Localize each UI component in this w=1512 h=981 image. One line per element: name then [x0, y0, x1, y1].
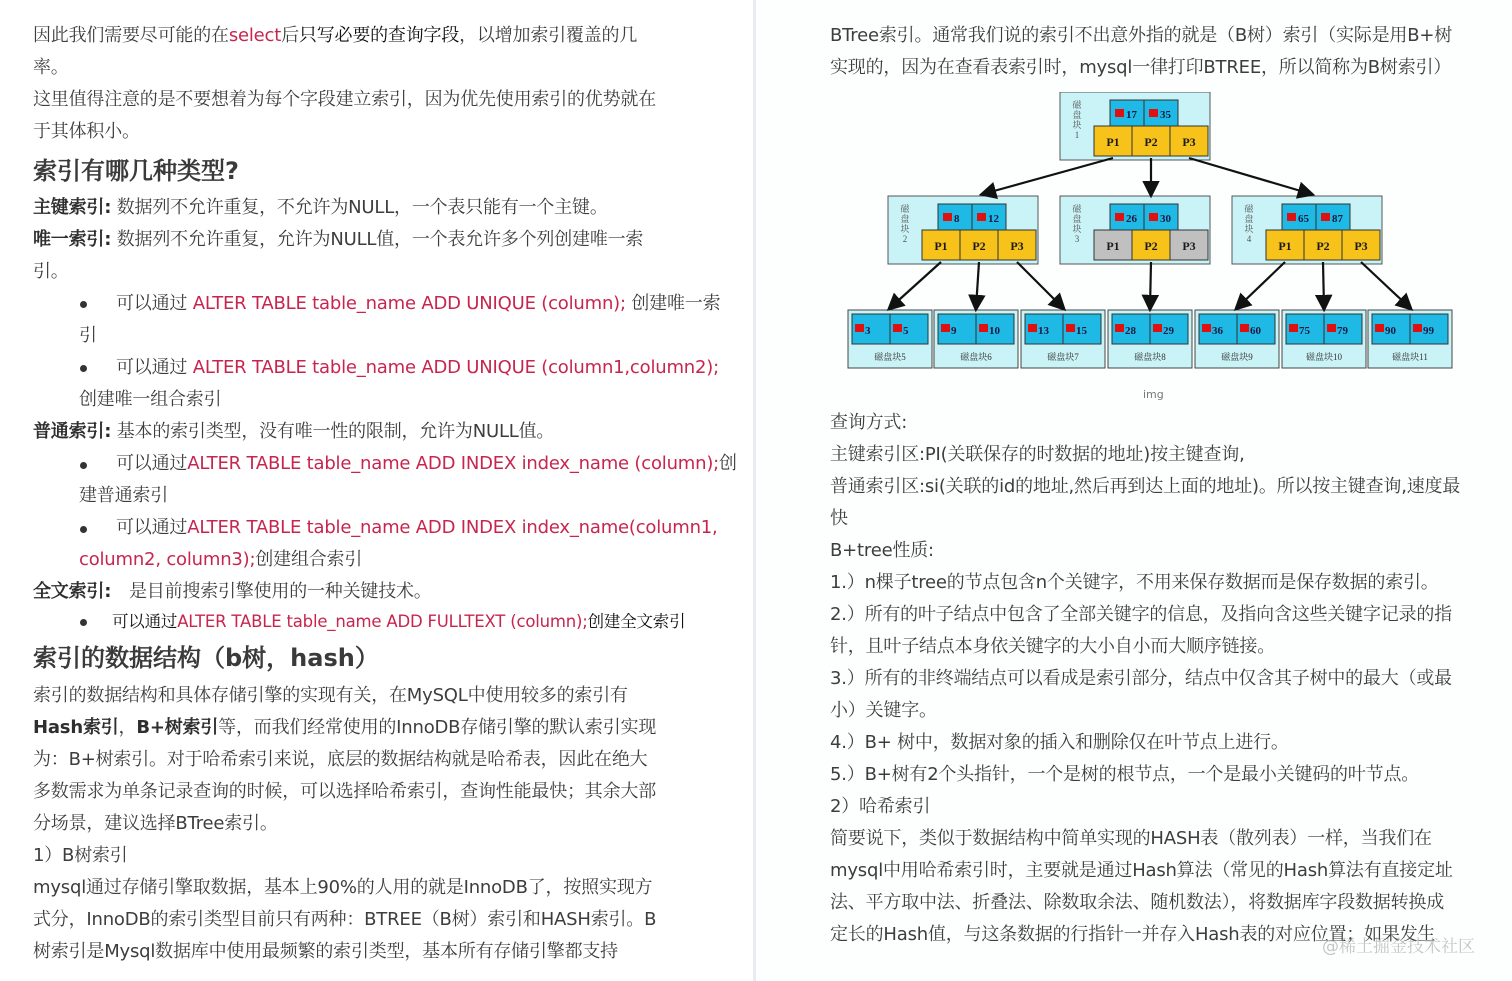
- bplus-title: B+tree性质:: [830, 540, 934, 561]
- svg-text:65: 65: [1298, 213, 1309, 225]
- svg-text:P2: P2: [1144, 135, 1158, 149]
- inline-code-select: select: [228, 25, 282, 46]
- paragraph-note-line2: 于其体积小。: [33, 121, 140, 142]
- watermark: @稀土掘金技术社区: [1322, 937, 1475, 957]
- text: 创: [719, 453, 737, 474]
- svg-text:12: 12: [988, 213, 999, 225]
- struct-para-line4: 多数需求为单条记录查询的时候，可以选择哈希索引，查询性能最快；其余大部: [33, 781, 656, 802]
- svg-text:P1: P1: [1278, 239, 1292, 253]
- fulltext-index-line: [33, 581, 432, 603]
- text: ，以增加索引覆盖的几: [459, 25, 638, 46]
- svg-text:磁: 磁: [1244, 204, 1254, 214]
- svg-text:28: 28: [1125, 325, 1136, 337]
- svg-text:17: 17: [1126, 109, 1137, 121]
- inline-code: column2, column3);: [79, 549, 256, 570]
- svg-text:磁盘块10: 磁盘块10: [1305, 352, 1343, 362]
- btree-diagram: [845, 92, 1455, 372]
- page-divider: [753, 0, 756, 981]
- bullet-icon: [80, 365, 87, 372]
- unique-index-line: [33, 229, 643, 251]
- normal-bullet-1: [116, 453, 737, 475]
- primary-index-line: [33, 197, 608, 219]
- svg-text:磁: 磁: [900, 204, 910, 214]
- svg-text:磁盘块9: 磁盘块9: [1221, 352, 1253, 362]
- normal-bullet-2: [116, 517, 718, 539]
- svg-text:P3: P3: [1182, 239, 1196, 253]
- svg-text:1: 1: [1074, 130, 1080, 140]
- text: 可以通过: [116, 357, 193, 378]
- svg-text:8: 8: [954, 213, 960, 225]
- text: 后: [281, 25, 299, 46]
- text: 可以通过: [116, 517, 188, 538]
- text: 可以通过: [116, 453, 188, 474]
- hash-para-line2: mysql中用哈希索引时，主要就是通过Hash算法（常见的Hash算法有直接定址: [830, 860, 1453, 881]
- text: ，: [118, 717, 137, 738]
- text: 创建唯一索: [625, 293, 721, 314]
- svg-text:磁盘块11: 磁盘块11: [1392, 352, 1428, 362]
- text: 可以通过: [112, 612, 178, 631]
- svg-text:盘: 盘: [1244, 214, 1254, 224]
- svg-text:3: 3: [865, 325, 871, 337]
- primary-index-label: 主键索引:: [33, 197, 112, 218]
- svg-text:99: 99: [1423, 325, 1434, 337]
- svg-text:磁盘块8: 磁盘块8: [1134, 352, 1166, 362]
- text: 是目前搜索引擎使用的一种关键技术。: [111, 581, 432, 602]
- text: 数据列不允许重复，允许为NULL值，一个表允许多个列创建唯一索: [111, 229, 644, 250]
- svg-text:盘: 盘: [1072, 214, 1082, 224]
- unique-bullet-2: [116, 357, 719, 379]
- intro-line1: BTree索引。通常我们说的索引不出意外指的就是（B树）索引（实际是用B+树: [830, 25, 1453, 46]
- btree-para-line3: 树索引是Mysql数据库中使用最频繁的索引类型，基本所有存储引擎都支持: [33, 941, 618, 962]
- inline-code: ALTER TABLE table_name ADD FULLTEXT (column);: [177, 612, 588, 631]
- btree-para-line2: 式分，InnoDB的索引类型目前只有两种：BTREE（B树）索引和HASH索引。B: [33, 909, 657, 930]
- svg-text:9: 9: [951, 325, 957, 337]
- svg-text:90: 90: [1385, 325, 1396, 337]
- unique-index-label: 唯一索引:: [33, 229, 112, 250]
- svg-text:块: 块: [1072, 120, 1082, 130]
- hash-para-line4: 定长的Hash值，与这条数据的行指针一并存入Hash表的对应位置；如果发生: [830, 924, 1436, 945]
- hash-heading: 2）哈希索引: [830, 796, 931, 817]
- bullet-icon: [80, 462, 87, 469]
- bplus-prop-5: 5.）B+树有2个头指针，一个是树的根节点，一个是最小关键码的叶节点。: [830, 764, 1420, 785]
- query-title: 查询方式:: [830, 412, 908, 433]
- svg-text:60: 60: [1250, 325, 1261, 337]
- svg-text:30: 30: [1160, 213, 1171, 225]
- image-caption: img: [1143, 388, 1164, 401]
- svg-text:4: 4: [1246, 234, 1252, 244]
- bplus-prop-2-line2: 针，且叶子结点本身依关键字的大小自小而大顺序链接。: [830, 636, 1275, 657]
- svg-text:P1: P1: [934, 239, 948, 253]
- btree-para-line1: mysql通过存储引擎取数据，基本上90%的人用的就是InnoDB了，按照实现方: [33, 877, 653, 898]
- inline-code: ALTER TABLE table_name ADD UNIQUE (column);: [192, 293, 626, 314]
- normal-index-label: 普通索引:: [33, 421, 112, 442]
- struct-para-line5: 分场景，建议选择BTree索引。: [33, 813, 278, 834]
- normal-bullet-1-wrap: 建普通索引: [79, 485, 168, 506]
- heading-index-types: 索引有哪几种类型?: [33, 157, 239, 185]
- inline-code: ALTER TABLE table_name ADD UNIQUE (column1,column2);: [192, 357, 719, 378]
- normal-bullet-2-wrap: [79, 549, 362, 571]
- fulltext-bullet-1: [112, 611, 685, 633]
- svg-text:35: 35: [1160, 109, 1171, 121]
- svg-text:P1: P1: [1106, 239, 1120, 253]
- heading-data-structure: 索引的数据结构（b树，hash）: [33, 644, 379, 672]
- paragraph-note-line1: 这里值得注意的是不要想着为每个字段建立索引，因为优先使用索引的优势就在: [33, 89, 656, 110]
- svg-text:10: 10: [989, 325, 1000, 337]
- svg-text:磁: 磁: [1072, 204, 1082, 214]
- svg-text:3: 3: [1074, 234, 1080, 244]
- text: 基本的索引类型，没有唯一性的限制，允许为NULL值。: [111, 421, 555, 442]
- struct-para-line3: 为：B+树索引。对于哈希索引来说，底层的数据结构就是哈希表，因此在绝大: [33, 749, 648, 770]
- text: 创建组合索引: [255, 549, 363, 570]
- unique-bullet-1-wrap: 引: [79, 325, 97, 346]
- svg-text:13: 13: [1038, 325, 1049, 337]
- bplus-prop-4: 4.）B+ 树中，数据对象的插入和删除仅在叶节点上进行。: [830, 732, 1289, 753]
- text: 可以通过: [116, 293, 193, 314]
- btree-heading: 1）B树索引: [33, 845, 128, 866]
- svg-text:P3: P3: [1354, 239, 1368, 253]
- svg-text:P3: P3: [1182, 135, 1196, 149]
- emphasis-text: 只写必要的查询字段: [298, 25, 460, 46]
- bullet-icon: [80, 301, 87, 308]
- hash-para-line1: 简要说下，类似于数据结构中简单实现的HASH表（散列表）一样，当我们在: [830, 828, 1432, 849]
- btree-diagram-svg: [845, 92, 1455, 372]
- bplus-prop-2-line1: 2.）所有的叶子结点中包含了全部关键字的信息，及指向含这些关键字记录的指: [830, 604, 1452, 625]
- unique-bullet-2-wrap: 创建唯一组合索引: [79, 389, 222, 410]
- unique-bullet-1: [116, 293, 720, 315]
- svg-text:29: 29: [1163, 325, 1174, 337]
- svg-text:36: 36: [1212, 325, 1223, 337]
- bplus-prop-1: 1.）n棵子tree的节点包含n个关键字，不用来保存数据而是保存数据的索引。: [830, 572, 1439, 593]
- svg-text:磁盘块5: 磁盘块5: [874, 352, 906, 362]
- svg-text:2: 2: [902, 234, 908, 244]
- svg-text:P2: P2: [972, 239, 986, 253]
- bplus-prop-3-line2: 小）关键字。: [830, 700, 937, 721]
- intro-line2: 实现的，因为在查看表索引时，mysql一律打印BTREE，所以简称为B树索引）: [830, 57, 1452, 78]
- inline-code: ALTER TABLE table_name ADD INDEX index_name(column1,: [187, 517, 718, 538]
- bold-term: B+树索引: [136, 717, 219, 738]
- bplus-prop-3-line1: 3.）所有的非终端结点可以看成是索引部分，结点中仅含其子树中的最大（或最: [830, 668, 1452, 689]
- svg-text:P2: P2: [1144, 239, 1158, 253]
- bullet-icon: [80, 526, 87, 533]
- svg-text:26: 26: [1126, 213, 1137, 225]
- svg-text:磁: 磁: [1072, 100, 1082, 110]
- svg-text:磁盘块7: 磁盘块7: [1047, 352, 1079, 362]
- struct-para-line1: 索引的数据结构和具体存储引擎的实现有关，在MySQL中使用较多的索引有: [33, 685, 628, 706]
- svg-text:P3: P3: [1010, 239, 1024, 253]
- bullet-icon: [80, 619, 87, 626]
- svg-text:盘: 盘: [1072, 110, 1082, 120]
- hash-para-line3: 法、平方取中法、折叠法、除数取余法、随机数法），将数据库字段数据转换成: [830, 892, 1444, 913]
- query-primary: 主键索引区:PI(关联保存的时数据的地址)按主键查询,: [830, 444, 1245, 465]
- text: 数据列不允许重复，不允许为NULL，一个表只能有一个主键。: [111, 197, 608, 218]
- svg-text:5: 5: [903, 325, 909, 337]
- text: 创建全文索引: [587, 612, 686, 631]
- svg-text:P1: P1: [1106, 135, 1120, 149]
- svg-text:块: 块: [1244, 224, 1254, 234]
- svg-text:75: 75: [1299, 325, 1310, 337]
- svg-text:磁盘块6: 磁盘块6: [960, 352, 992, 362]
- svg-text:15: 15: [1076, 325, 1087, 337]
- struct-para-line2: [33, 717, 656, 739]
- svg-text:盘: 盘: [900, 214, 910, 224]
- unique-index-wrap: 引。: [33, 261, 69, 282]
- query-normal-line2: 快: [830, 508, 848, 529]
- text: 等，而我们经常使用的InnoDB存储引擎的默认索引实现: [218, 717, 657, 738]
- svg-text:87: 87: [1332, 213, 1343, 225]
- svg-text:P2: P2: [1316, 239, 1330, 253]
- query-normal-line1: 普通索引区:si(关联的id的地址,然后再到达上面的地址)。所以按主键查询,速度最: [830, 476, 1461, 497]
- svg-text:79: 79: [1337, 325, 1348, 337]
- inline-code: ALTER TABLE table_name ADD INDEX index_name (column);: [187, 453, 720, 474]
- paragraph-covering-line2: 率。: [33, 57, 69, 78]
- normal-index-line: [33, 421, 554, 443]
- svg-text:块: 块: [1072, 224, 1082, 234]
- paragraph-covering-line1: [33, 25, 637, 47]
- bold-term: Hash索引: [33, 717, 119, 738]
- fulltext-index-label: 全文索引:: [33, 581, 112, 602]
- svg-text:块: 块: [900, 224, 910, 234]
- text: 因此我们需要尽可能的在: [33, 25, 229, 46]
